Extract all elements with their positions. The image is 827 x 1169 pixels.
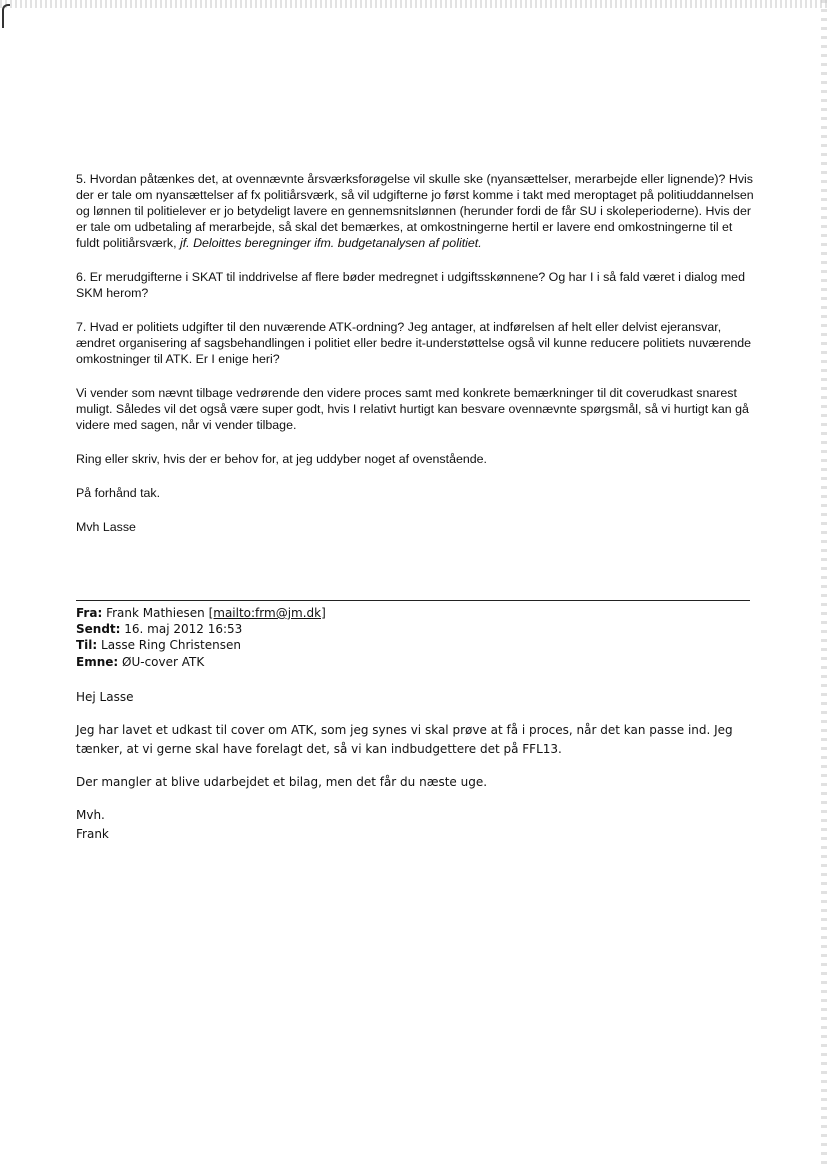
paragraph-contact-offer: Ring eller skriv, hvis der er behov for, at jeg uddyber noget af ovenstående.: [76, 452, 487, 466]
question-5-italic-reference: jf. Deloittes beregninger ifm. budgetanalysen af politiet.: [179, 236, 482, 250]
email-divider: [76, 600, 750, 601]
subject-value: ØU-cover ATK: [122, 654, 205, 669]
sent-label: Sendt:: [76, 622, 121, 637]
to-value: Lasse Ring Christensen: [101, 638, 241, 653]
from-label: Fra:: [76, 606, 103, 620]
paragraph-question-6: 6. Er merudgifterne i SKAT til inddrivelse af flere bøder medregnet i udgiftsskønnene? Og har I i så fald været i dialog med SKM herom?: [76, 270, 745, 300]
reply-greeting: Hej Lasse: [76, 690, 134, 704]
from-mailto-link[interactable]: [mailto:frm@jm.dk]: [208, 606, 326, 620]
forwarded-email-header: [76, 605, 756, 670]
reply-paragraph-2: Der mangler at blive udarbejdet et bilag, men det får du næste uge.: [76, 775, 488, 789]
email-body-forwarded: [76, 688, 756, 858]
header-to-row: [76, 637, 756, 653]
paragraph-return-process: Vi vender som nævnt tilbage vedrørende den videre proces samt med konkrete bemærkninger til dit coverudkast snarest muligt. Således vil det også være super godt, hvis I relativt hurtigt kan besvare ovennævnte spørgsmål, så vi hurtigt kan gå videre med sagen, når vi vender tilbage.: [76, 386, 749, 432]
header-subject-row: [76, 654, 756, 670]
scan-corner-mark: [2, 4, 10, 28]
signoff-lasse: Mvh Lasse: [76, 520, 136, 534]
paragraph-question-5: [76, 171, 756, 251]
scan-edge-top: [0, 0, 827, 8]
subject-label: Emne:: [76, 654, 119, 669]
header-sent-row: [76, 621, 756, 637]
reply-name: Frank: [76, 827, 109, 841]
email-body-previous: [76, 171, 756, 553]
question-5-text: 5. Hvordan påtænkes det, at ovennævnte årsværksforøgelse vil skulle ske (nyansættelser, merarbejde eller lignende)? Hvis der er tale om nyansættelser af fx politiårsværk, så vil udgifterne jo først komme i takt med meroptaget på politiuddannelsen og lønnen til politielever er jo betydeligt lavere en gennemsnitslønnen (herunder fordi de får SU i skoleperioderne). Hvis der er tale om udbetaling af merarbejde, så skal det bemærkes, at omkostningerne hertil er lavere end omkostningerne til et fuldt politiårsværk,: [76, 172, 754, 250]
paragraph-thanks: På forhånd tak.: [76, 486, 161, 500]
header-from-row: [76, 605, 756, 621]
to-label: Til:: [76, 638, 98, 653]
scan-edge-right: [821, 0, 827, 1169]
reply-paragraph-1: Jeg har lavet et udkast til cover om ATK, som jeg synes vi skal prøve at få i proces, når det kan passe ind. Jeg tænker, at vi gerne skal have forelagt det, så vi kan indbudgettere det på FFL13.: [76, 723, 733, 756]
sent-value: 16. maj 2012 16:53: [124, 622, 243, 637]
paragraph-question-7: 7. Hvad er politiets udgifter til den nuværende ATK-ordning? Jeg antager, at indførelsen af helt eller delvist ejeransvar, ændret organisering af sagsbehandlingen i politiet eller bedre it-understøttelse også vil kunne reducere politiets nuværende omkostninger til ATK. Er I enige heri?: [76, 320, 752, 366]
reply-closing: Mvh.: [76, 808, 105, 822]
from-value: Frank Mathiesen: [106, 606, 205, 620]
reply-signature: [76, 806, 756, 844]
